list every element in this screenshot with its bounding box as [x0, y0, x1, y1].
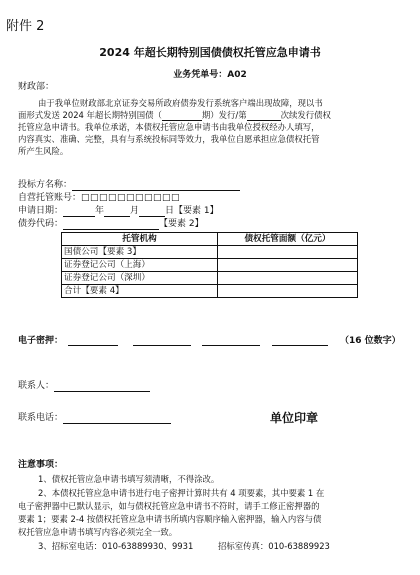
bidder-name-field[interactable]: [72, 181, 240, 191]
body-line-4: 内容真实、准确、完整，具有与系统投标同等效力，我单位自愿承担应急债权托管: [18, 134, 320, 144]
year-label: 年: [95, 206, 105, 216]
body-line-2b: 期）发行/第: [201, 110, 247, 120]
table-header-row: [62, 233, 358, 246]
password-field-2[interactable]: [133, 345, 191, 346]
note-item: 要素 1；要素 2-4 按债权托管应急申请书所填内容顺序输入密押器，输入内容与债: [18, 514, 322, 524]
table-row: [62, 259, 358, 272]
day-label: 日【要素 1】: [165, 206, 219, 216]
custody-account-boxes[interactable]: □□□□□□□□□□□: [81, 193, 181, 203]
custodian-cell: 合计【要素 4】: [62, 285, 218, 298]
unit-seal-label: 单位印章: [270, 411, 319, 425]
table-row: [62, 246, 358, 259]
password-label: 电子密押：: [18, 336, 64, 346]
serial-value: A02: [227, 70, 247, 80]
password-field-3[interactable]: [202, 345, 260, 346]
note-item: 2、本债权托管应急申请书进行电子密押计算时共有 4 项要素，其中要素 1 在: [38, 488, 325, 498]
apply-date-row: [18, 206, 219, 217]
custodian-cell: 证券登记公司（上海）: [62, 259, 218, 272]
amount-cell[interactable]: [218, 272, 358, 285]
amount-cell[interactable]: [218, 246, 358, 259]
note-item: 权托管应急申请书填写内容必须完全一致。: [18, 527, 178, 537]
element2-label: 【要素 2】: [159, 219, 204, 229]
amount-cell[interactable]: [218, 259, 358, 272]
body-line-2c: 次续发行债权: [280, 110, 331, 120]
apply-date-label: 申请日期：: [18, 206, 64, 216]
header-amount: 债权托管面额（亿元）: [218, 233, 358, 246]
reissue-number-blank[interactable]: [247, 111, 281, 121]
attachment-label: 附件 2: [6, 19, 45, 34]
password-field-1[interactable]: [68, 345, 118, 346]
password-field-4[interactable]: [272, 345, 328, 346]
note-item-phone: 3、招标室电话：010-63889930、9931: [38, 541, 194, 551]
table-row: [62, 285, 358, 298]
body-line-2: [18, 110, 331, 121]
month-label: 月: [130, 206, 140, 216]
contact-phone-row: [18, 413, 171, 424]
issue-period-blank[interactable]: [162, 111, 202, 121]
bond-code-label: 债券代码：: [18, 219, 64, 229]
note-item: 1、债权托管应急申请书填写须清晰，不得涂改。: [38, 474, 220, 484]
day-field[interactable]: [139, 207, 165, 217]
amount-cell[interactable]: [218, 285, 358, 298]
bond-code-row: [18, 219, 204, 230]
custody-account-label: 自营托管账号：: [18, 193, 82, 203]
serial-number: [0, 67, 420, 80]
body-line-2a: 面形式发送 2024 年超长期特别国债（: [18, 110, 162, 120]
password-note: （16 位数字）: [340, 336, 401, 346]
page-title: 2024 年超长期特别国债债权托管应急申请书: [99, 46, 321, 59]
bidder-label: 投标方名称：: [18, 180, 73, 190]
month-field[interactable]: [104, 207, 130, 217]
body-line-3: 托管应急申请书。我单位承诺，本债权托管应急申请书由我单位授权经办人填写，: [18, 122, 320, 132]
contact-phone-field[interactable]: [63, 414, 171, 424]
notes-title: 注意事项：: [18, 460, 64, 470]
note-item: 电子密押器中已默认显示，如与债权托管应急申请书不符时，请手工修正密押器的: [18, 501, 320, 511]
contact-phone-label: 联系电话：: [18, 413, 64, 423]
custody-table: [61, 232, 358, 298]
contact-person-label: 联系人：: [18, 381, 55, 391]
header-custodian: 托管机构: [62, 233, 218, 246]
custody-account-row: [18, 193, 180, 204]
custodian-cell: 证券登记公司（深圳）: [62, 272, 218, 285]
bidder-row: [18, 180, 240, 191]
body-line-1: 由于我单位财政部北京证券交易所政府债券发行系统客户端出现故障，现以书: [38, 98, 323, 108]
salutation: 财政部：: [18, 82, 55, 92]
table-row: [62, 272, 358, 285]
year-field[interactable]: [63, 207, 95, 217]
contact-person-field[interactable]: [54, 382, 150, 392]
custodian-cell: 国债公司【要素 3】: [62, 246, 218, 259]
bond-code-field[interactable]: [63, 220, 159, 230]
contact-person-row: [18, 381, 150, 392]
serial-label: 业务凭单号：: [173, 70, 228, 80]
body-line-5: 所产生风险。: [18, 146, 69, 156]
note-item-fax: 招标室传真：010-63889923: [218, 541, 330, 551]
